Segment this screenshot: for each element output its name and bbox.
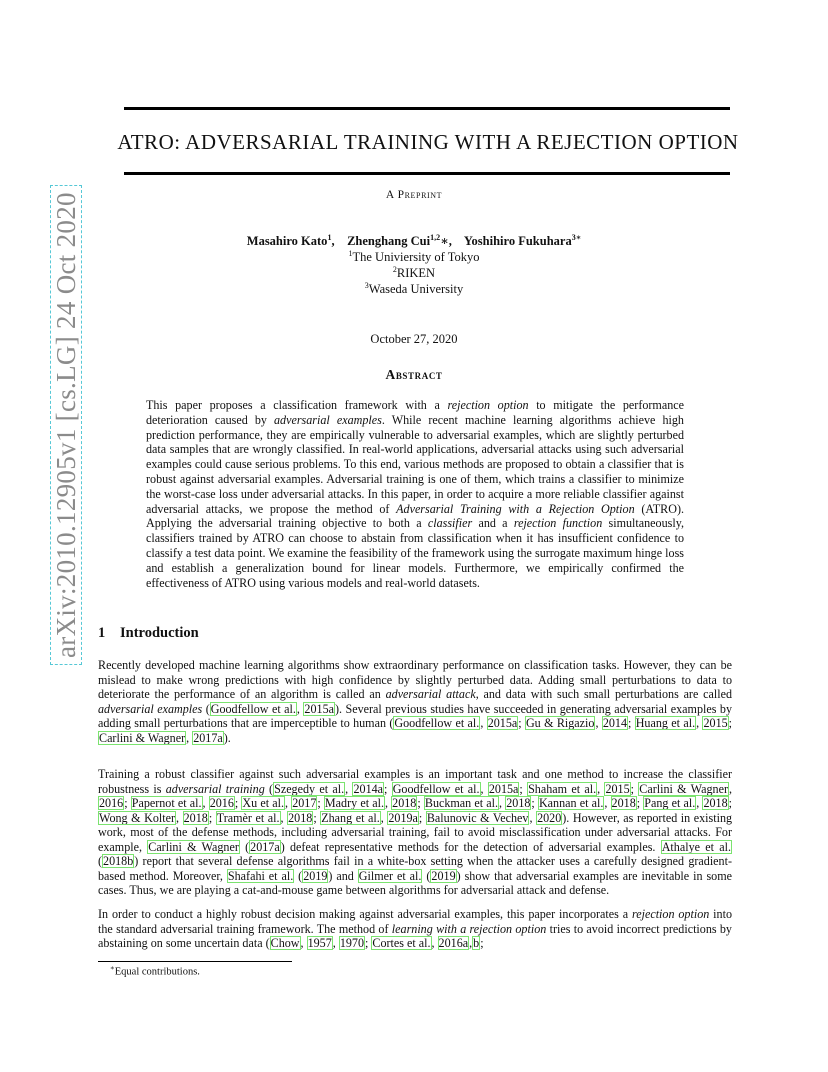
footnote-mark: ∗ <box>110 964 115 972</box>
citation-link[interactable]: Zhang et al. <box>321 810 380 825</box>
title-lead: ATRO: <box>117 130 186 154</box>
citation-link[interactable]: Xu et al. <box>242 796 285 810</box>
title-rest-2: RAINING WITH A <box>357 130 537 154</box>
emphasis-text: rejection option <box>447 398 529 412</box>
section-heading <box>98 625 199 642</box>
section-number: 1 <box>98 625 106 641</box>
citation-link[interactable]: 2018 <box>611 796 636 810</box>
citation-link[interactable]: Chow <box>270 936 300 950</box>
citation-link[interactable]: Szegedy et al. <box>274 781 345 796</box>
citation-link[interactable]: 1957 <box>307 936 332 950</box>
emphasis-text: classifier <box>427 516 473 531</box>
citation-link[interactable]: Cortes et al. <box>372 936 431 950</box>
affiliation-text: Waseda University <box>368 282 464 297</box>
emphasis-text: rejection function <box>513 516 603 531</box>
footnote-rule <box>98 961 292 962</box>
citation-link[interactable]: 2015 <box>703 716 728 730</box>
citation-link[interactable]: Gilmer et al. <box>358 868 422 883</box>
citation-link[interactable]: Carlini & Wagner <box>148 839 239 854</box>
citation-link[interactable]: 2015a <box>488 781 519 796</box>
title-cap-3: R <box>536 130 551 154</box>
citation-link[interactable]: 2019 <box>303 868 328 883</box>
author-sup: 3∗ <box>571 233 582 242</box>
author-name: Zhenghang Cui <box>347 234 431 249</box>
citation-link[interactable]: 2015a <box>304 701 334 716</box>
affiliation-sup: 1 <box>348 249 353 258</box>
citation-link[interactable]: Carlini & Wagner <box>639 781 728 796</box>
citation-link[interactable]: 2018b <box>103 854 134 868</box>
title-rest-4: PTION <box>674 130 739 154</box>
title-cap-1: A <box>185 130 201 154</box>
title-rule-top <box>124 107 730 110</box>
author-name: Masahiro Kato <box>246 234 328 249</box>
arxiv-identifier[interactable]: arXiv:2010.12905v1 [cs.LG] 24 Oct 2020 <box>50 185 82 665</box>
emphasis-text: Adversarial Training with a Rejection Option <box>396 501 635 516</box>
citation-link[interactable]: 2014 <box>602 716 627 730</box>
citation-link[interactable]: Goodfellow et al. <box>210 701 296 716</box>
citation-link[interactable]: 2018 <box>506 796 531 810</box>
citation-link[interactable]: Pang et al. <box>644 796 696 810</box>
emphasis-text: rejection option <box>631 907 710 921</box>
citation-link[interactable]: 2017 <box>292 796 317 810</box>
affiliation <box>100 278 728 297</box>
author-name: Yoshihiro Fukuhara <box>463 234 572 249</box>
footnote <box>110 964 200 978</box>
citation-link[interactable]: 2019a <box>388 810 418 825</box>
citation-link[interactable]: 2017a <box>193 730 223 745</box>
citation-link[interactable]: Buckman et al. <box>424 796 499 810</box>
citation-link[interactable]: Balunovic & Vechev <box>426 810 529 825</box>
citation-link[interactable]: Kannan et al. <box>538 796 604 810</box>
abstract-body: This paper proposes a classification framework with a rejection option to mitigate the performance deterioration caused by adversarial examples. While recent machine learning algorithms achieve high prediction performance, they are empirically vulnerable to adversarial examples, which are slightly perturbed data samples that are wrongly classified. In real-world applications, adversarial attacks using such adversarial examples could cause serious problems. To this end, various methods are proposed to obtain a classifier that is robust against adversarial examples. Adversarial training is one of them, which trains a classifier to minimize the worst-case loss under adversarial attacks. In this paper, in order to acquire a more reliable classifier against adversarial attacks, we propose the method of Adversarial Training with a Rejection Option (ATRO). Applying the adversarial training objective to both a classifier and a rejection function simultaneously, classifiers trained by ATRO can choose to abstain from classification when it has insufficient confidence to classify a test data point. We examine the feasibility of the framework using the surrogate maximum hinge loss and establish a generalization bound for linear models. Furthermore, we empirically confirmed the effectiveness of ATRO using various models and real-world datasets. <box>146 398 684 590</box>
citation-link[interactable]: Goodfellow et al. <box>394 716 480 730</box>
citation-link[interactable]: 2018 <box>288 810 313 825</box>
citation-link[interactable]: Shafahi et al. <box>227 868 294 883</box>
emphasis-text: learning with a rejection option <box>391 921 547 936</box>
author-separator: , <box>331 234 335 249</box>
citation-link[interactable]: 2018 <box>703 796 728 810</box>
author-separator: ∗, <box>440 234 452 249</box>
intro-paragraph-1: Recently developed machine learning algorithms show extraordinary performance on classification tasks. However, they can be mislead to make wrong predictions with high confidence by slightly perturbed data. Adding small perturbations to data to deteriorate the performance of an algorithm is called an adversarial attack, and data with such small perturbations are called adversarial examples (Goodfellow et al., 2015a). Several previous studies have succeeded in generating adversarial examples by adding small perturbations that are imperceptible to human (Goodfellow et al., 2015a; Gu & Rigazio, 2014; Huang et al., 2015; Carlini & Wagner, 2017a). <box>98 658 733 745</box>
author-sup: 1 <box>327 233 332 242</box>
citation-link[interactable]: b <box>473 936 480 950</box>
citation-link[interactable]: Wong & Kolter <box>99 810 176 825</box>
citation-link[interactable]: Gu & Rigazio <box>525 716 595 730</box>
emphasis-text: adversarial examples <box>274 412 382 427</box>
title-cap-4: O <box>658 130 675 154</box>
paper-title <box>100 130 756 155</box>
author-sup: 1,2 <box>430 233 441 242</box>
citation-link[interactable]: Carlini & Wagner <box>99 730 186 745</box>
title-cap-2: T <box>343 130 358 154</box>
emphasis-text: adversarial training <box>165 781 265 796</box>
citation-link[interactable]: 2016 <box>99 796 124 810</box>
paper-date: October 27, 2020 <box>370 332 458 346</box>
citation-link[interactable]: Huang et al. <box>635 716 696 730</box>
citation-link[interactable]: 1970 <box>339 936 364 950</box>
citation-link[interactable]: 2014a <box>353 781 384 796</box>
citation-link[interactable]: 2016a <box>438 936 469 950</box>
citation-link[interactable]: 2015a <box>487 716 518 730</box>
citation-link[interactable]: 2019 <box>431 868 456 883</box>
citation-link[interactable]: 2017a <box>250 839 280 854</box>
affiliation-sup: 3 <box>364 281 369 290</box>
citation-link[interactable]: 2018 <box>392 796 417 810</box>
abstract-heading: Abstract <box>385 367 443 382</box>
citation-link[interactable]: 2016 <box>209 796 234 810</box>
preprint-label: A Preprint <box>385 189 443 201</box>
intro-paragraph-2: Training a robust classifier against such adversarial examples is an important task and one method to increase the classifier robustness is adversarial training (Szegedy et al., 2014a; Goodfellow et al., 2015a; Shaham et al., 2015; Carlini & Wagner, 2016; Papernot et al., 2016; Xu et al., 2017; Madry et al., 2018; Buckman et al., 2018; Kannan et al., 2018; Pang et al., 2018; Wong & Kolter, 2018; Tramèr et al., 2018; Zhang et al., 2019a; Balunovic & Vechev, 2020). However, as reported in existing work, most of the defense methods, including adversarial training, fail to avoid misclassification under adversarial attacks. For example, Carlini & Wagner (2017a) defeat representative methods for the detection of adversarial examples. Athalye et al. (2018b) report that several defense algorithms fail in a white-box setting when the attacker uses a carefully designed gradient-based method. Moreover, Shafahi et al. (2019) and Gilmer et al. (2019) show that adversarial examples are inevitable in some cases. Thus, we are playing a cat-and-mouse game between algorithms for adversarial attack and defense. <box>98 767 733 897</box>
citation-link[interactable]: 2018 <box>183 810 208 825</box>
affiliation-text: The Univiersity of Tokyo <box>352 250 480 265</box>
citation-link[interactable]: 2020 <box>537 810 562 825</box>
emphasis-text: adversarial examples <box>98 701 203 716</box>
emphasis-text: adversarial attack <box>385 687 476 701</box>
title-rest-3: EJECTION <box>550 130 659 154</box>
affiliation-text: RIKEN <box>396 266 436 281</box>
citation-link[interactable]: 2015 <box>605 781 630 796</box>
citation-link[interactable]: Papernot et al. <box>131 796 202 810</box>
citation-link[interactable]: Madry et al. <box>324 796 384 810</box>
affiliation-sup: 2 <box>392 265 397 274</box>
citation-link[interactable]: Tramèr et al. <box>216 810 280 825</box>
title-rule-bottom <box>124 172 730 175</box>
intro-paragraph-3: In order to conduct a highly robust decision making against adversarial examples, this paper incorporates a rejection option into the standard adversarial training framework. The method of learning with a rejection option tries to avoid incorrect predictions by abstaining on some uncertain data (Chow, 1957, 1970; Cortes et al., 2016a,b; <box>98 907 732 950</box>
citation-link[interactable]: Athalye et al. <box>661 839 731 854</box>
section-title: Introduction <box>120 625 199 641</box>
footnote-text: Equal contributions. <box>114 966 200 978</box>
citation-link[interactable]: Goodfellow et al. <box>392 781 480 796</box>
title-rest-1: DVERSARIAL <box>200 130 344 154</box>
citation-link[interactable]: Shaham et al. <box>528 781 597 796</box>
